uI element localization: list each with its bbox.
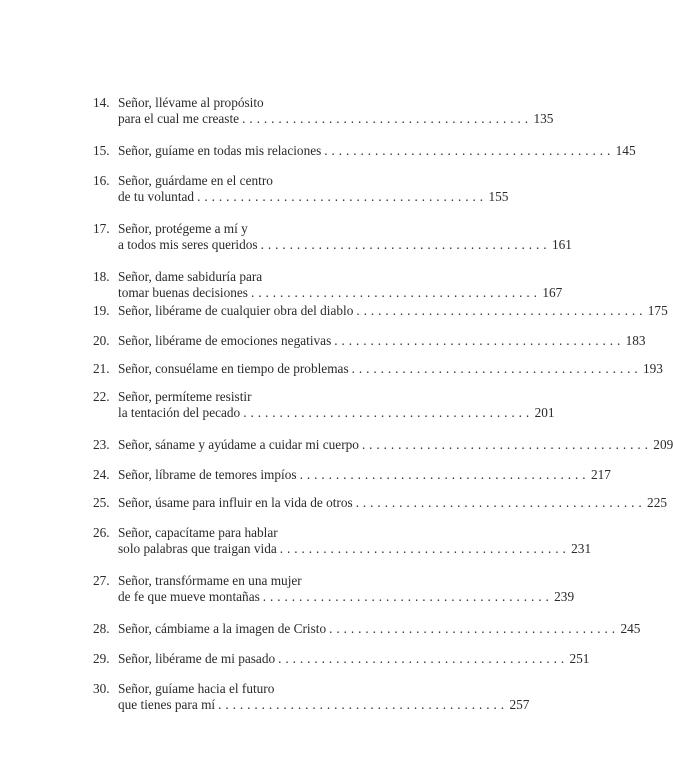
- dot-leader: . . . . . . . . . . . . . . . . . . . . . . . . . . . . . . . . . . . . . . . .: [250, 285, 538, 301]
- entry-title-line: Señor, capacítame para hablar: [118, 525, 278, 540]
- dot-leader: . . . . . . . . . . . . . . . . . . . . . . . . . . . . . . . . . . . . . . . .: [351, 361, 638, 376]
- toc-entry[interactable]: [93, 269, 563, 302]
- page-number: 225: [647, 495, 667, 510]
- entry-title-line: de fe que mueve montañas: [118, 589, 260, 605]
- entry-number: 22.: [93, 389, 110, 404]
- dot-leader: . . . . . . . . . . . . . . . . . . . . . . . . . . . . . . . . . . . . . . . .: [218, 697, 505, 713]
- dot-leader: . . . . . . . . . . . . . . . . . . . . . . . . . . . . . . . . . . . . . . . .: [324, 143, 611, 158]
- page-number: 239: [554, 589, 575, 605]
- dot-leader: . . . . . . . . . . . . . . . . . . . . . . . . . . . . . . . . . . . . . . . .: [355, 495, 642, 510]
- dot-leader: . . . . . . . . . . . . . . . . . . . . . . . . . . . . . . . . . . . . . . . .: [262, 589, 550, 605]
- toc-entry[interactable]: [93, 495, 667, 511]
- entry-title-line: Señor, libérame de emociones negativas: [118, 333, 332, 348]
- dot-leader: . . . . . . . . . . . . . . . . . . . . . . . . . . . . . . . . . . . . . . . .: [299, 467, 586, 482]
- entry-title-line: solo palabras que traigan vida: [118, 541, 277, 557]
- toc-entry[interactable]: [93, 467, 611, 483]
- toc-entry[interactable]: [93, 221, 572, 254]
- page-number: 251: [569, 651, 590, 666]
- dot-leader: . . . . . . . . . . . . . . . . . . . . . . . . . . . . . . . . . . . . . . . .: [361, 437, 649, 452]
- entry-title-line: Señor, guíame en todas mis relaciones: [118, 143, 322, 158]
- toc-entry[interactable]: [93, 651, 590, 667]
- entry-title-line: Señor, libérame de mi pasado: [118, 651, 276, 666]
- entry-number: 16.: [93, 173, 110, 188]
- entry-number: 23.: [93, 437, 110, 452]
- toc-entry[interactable]: [93, 621, 641, 637]
- entry-title-line: Señor, líbrame de temores impíos: [118, 467, 297, 482]
- toc-entry[interactable]: [93, 361, 663, 377]
- entry-number: 17.: [93, 221, 110, 236]
- entry-number: 30.: [93, 681, 110, 696]
- entry-title-line: de tu voluntad: [118, 189, 195, 205]
- page-number: 201: [534, 405, 555, 421]
- entry-number: 29.: [93, 651, 110, 666]
- entry-number: 20.: [93, 333, 110, 348]
- entry-number: 18.: [93, 269, 110, 284]
- entry-number: 25.: [93, 495, 110, 510]
- entry-number: 24.: [93, 467, 110, 482]
- toc-entry[interactable]: [93, 333, 646, 349]
- page-number: 257: [509, 697, 530, 713]
- dot-leader: . . . . . . . . . . . . . . . . . . . . . . . . . . . . . . . . . . . . . . . .: [278, 651, 565, 666]
- entry-title-line: Señor, guárdame en el centro: [118, 173, 273, 188]
- entry-title-line: Señor, cámbiame a la imagen de Cristo: [118, 621, 327, 636]
- toc-entry[interactable]: [93, 681, 530, 714]
- entry-number: 14.: [93, 95, 110, 110]
- entry-title-line: Señor, protégeme a mí y: [118, 221, 248, 236]
- entry-title-line: a todos mis seres queridos: [118, 237, 258, 253]
- toc-entry[interactable]: [93, 95, 554, 128]
- entry-title-line: Señor, permíteme resistir: [118, 389, 252, 404]
- page-number: 217: [590, 467, 611, 482]
- dot-leader: . . . . . . . . . . . . . . . . . . . . . . . . . . . . . . . . . . . . . . . .: [242, 111, 529, 127]
- toc-entry[interactable]: [93, 303, 668, 319]
- page-number: 193: [642, 361, 663, 376]
- entry-title-line: para el cual me creaste: [118, 111, 240, 127]
- page-number: 183: [625, 333, 646, 348]
- entry-title-line: Señor, guíame hacia el futuro: [118, 681, 275, 696]
- entry-title-line: Señor, úsame para influir en la vida de otros: [118, 495, 353, 510]
- entry-title-line: Señor, llévame al propósito: [118, 95, 264, 110]
- page-number: 135: [533, 111, 554, 127]
- page-number: 209: [653, 437, 673, 452]
- toc-entry[interactable]: [93, 573, 575, 606]
- entry-title-line: la tentación del pecado: [118, 405, 241, 421]
- page-number: 161: [551, 237, 572, 253]
- dot-leader: . . . . . . . . . . . . . . . . . . . . . . . . . . . . . . . . . . . . . . . .: [334, 333, 621, 348]
- entry-number: 15.: [93, 143, 110, 158]
- dot-leader: . . . . . . . . . . . . . . . . . . . . . . . . . . . . . . . . . . . . . . . .: [197, 189, 484, 205]
- dot-leader: . . . . . . . . . . . . . . . . . . . . . . . . . . . . . . . . . . . . . . . .: [243, 405, 530, 421]
- page-number: 175: [647, 303, 668, 318]
- dot-leader: . . . . . . . . . . . . . . . . . . . . . . . . . . . . . . . . . . . . . . . .: [329, 621, 616, 636]
- page-number: 167: [542, 285, 563, 301]
- entry-number: 21.: [93, 361, 110, 376]
- page-number: 145: [615, 143, 636, 158]
- entry-title-line: que tienes para mí: [118, 697, 216, 713]
- page-number: 231: [571, 541, 592, 557]
- page-number: 245: [620, 621, 641, 636]
- entry-title-line: Señor, libérame de cualquier obra del diablo: [118, 303, 354, 318]
- toc-entry[interactable]: [93, 389, 555, 422]
- entry-title-line: Señor, dame sabiduría para: [118, 269, 263, 284]
- entry-title-line: Señor, consuélame en tiempo de problemas: [118, 361, 349, 376]
- entry-number: 26.: [93, 525, 110, 540]
- entry-number: 19.: [93, 303, 110, 318]
- dot-leader: . . . . . . . . . . . . . . . . . . . . . . . . . . . . . . . . . . . . . . . .: [260, 237, 547, 253]
- dot-leader: . . . . . . . . . . . . . . . . . . . . . . . . . . . . . . . . . . . . . . . .: [279, 541, 567, 557]
- toc-entry[interactable]: [93, 437, 673, 453]
- dot-leader: . . . . . . . . . . . . . . . . . . . . . . . . . . . . . . . . . . . . . . . .: [356, 303, 643, 318]
- entry-title-line: Señor, sáname y ayúdame a cuidar mi cuerpo: [118, 437, 359, 452]
- entry-number: 27.: [93, 573, 110, 588]
- entry-title-line: Señor, transfórmame en una mujer: [118, 573, 302, 588]
- entry-number: 28.: [93, 621, 110, 636]
- page-number: 155: [488, 189, 509, 205]
- entry-title-line: tomar buenas decisiones: [118, 285, 248, 301]
- toc-entry[interactable]: [93, 173, 509, 206]
- toc-entry[interactable]: [93, 525, 592, 558]
- toc-entry[interactable]: [93, 143, 636, 159]
